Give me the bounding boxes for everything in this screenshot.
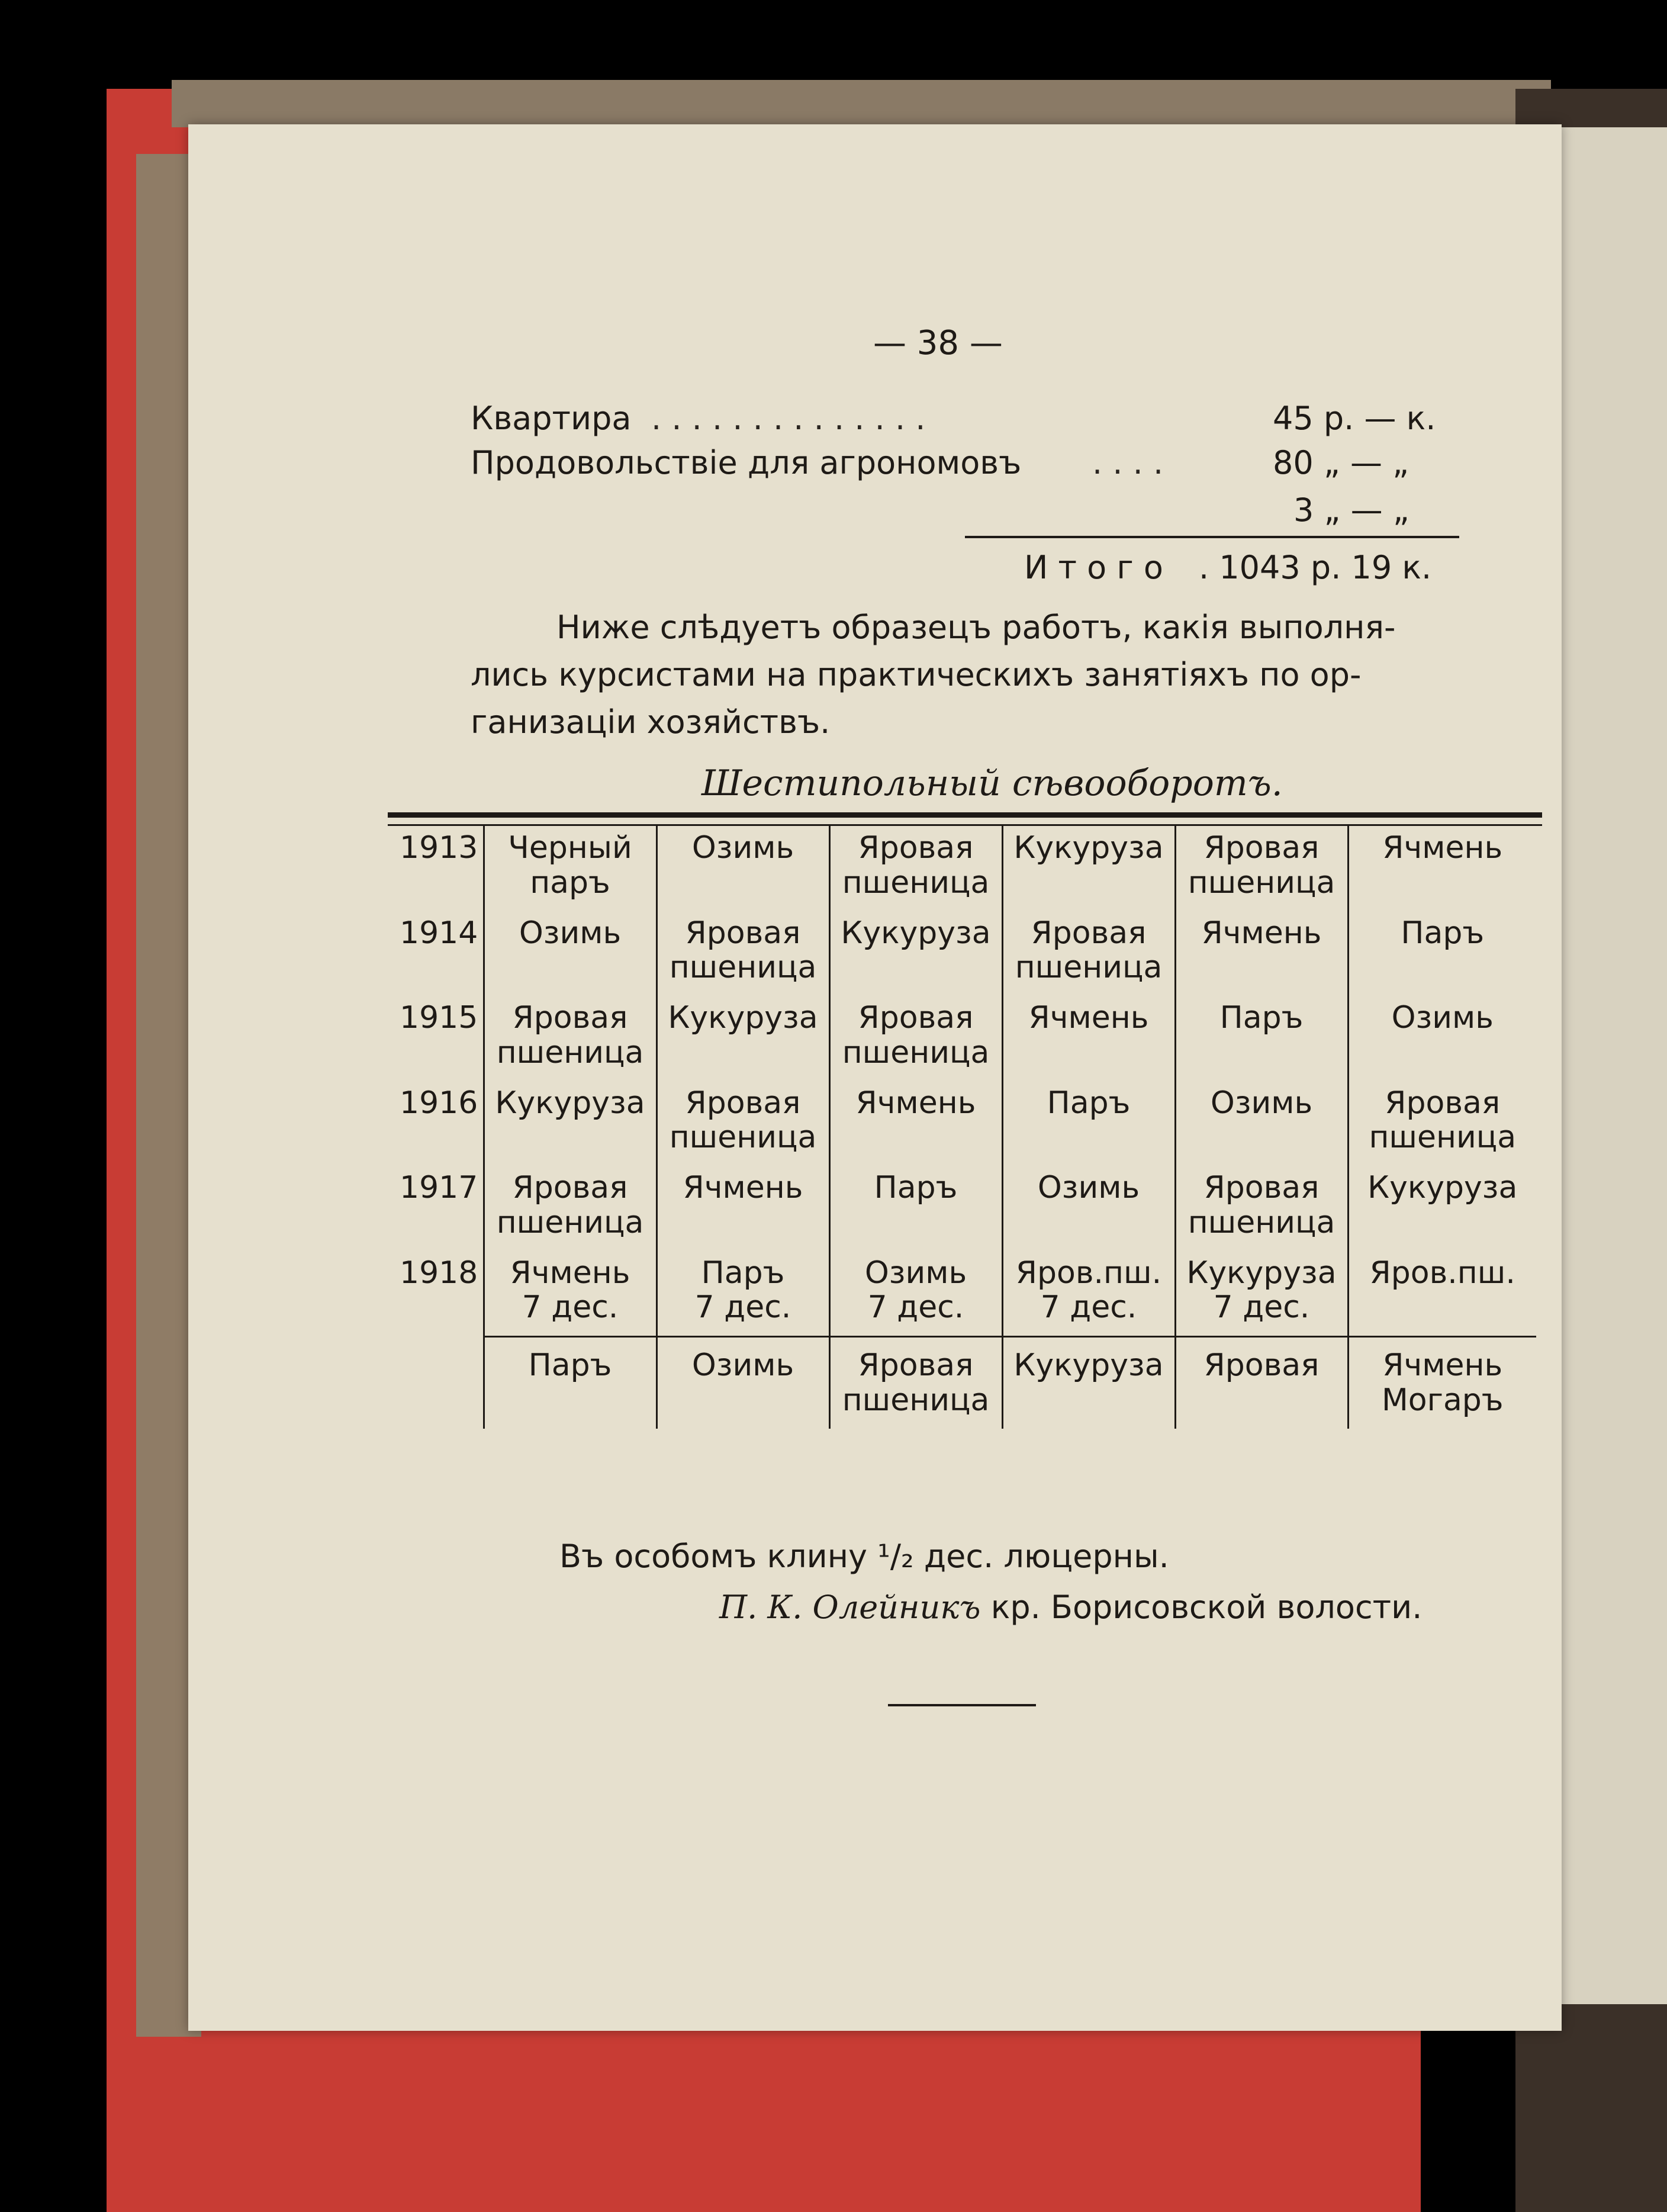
year-cell: 1914 [400,915,478,951]
year-cell-empty [388,1337,484,1429]
field-cell: Яровая пшеница [656,1081,829,1166]
expense-amount-other: 3 „ — „ [1293,491,1409,529]
field-cell: Яровая пшеница [1348,1081,1536,1166]
field-cell: Ячмень [656,1166,829,1251]
table-row [388,1166,1536,1251]
table-row [388,911,1536,996]
field-cell: Озимь 7 дес. [829,1251,1002,1337]
field-cell: Яровая [1175,1337,1348,1429]
table-row-following [388,1337,1536,1429]
field-cell: Ячмень [1348,826,1536,911]
page-number: — 38 — [873,324,1003,362]
total-label: И т о г о [1024,549,1163,586]
table-row [388,1081,1536,1166]
total-underline [965,536,1459,538]
field-cell: Паръ [1002,1081,1175,1166]
expense-label-food: Продовольствіе для агрономовъ [471,444,1022,481]
field-cell: Ячмень 7 дес. [484,1251,656,1337]
field-cell: Паръ 7 дес. [656,1251,829,1337]
intro-line-2: лись курсистами на практическихъ занятіяхъ по ор- [471,656,1362,693]
field-cell: Яровая пшеница [656,911,829,996]
book-cover-edge [172,80,1551,127]
field-cell: Кукуруза [484,1081,656,1166]
field-cell: Яровая пшеница [829,996,1002,1081]
year-cell: 1913 [400,830,478,866]
field-cell: Яровая пшеница [484,996,656,1081]
field-cell: Яровая пшеница [1002,911,1175,996]
expense-label-rent: Квартира [471,400,632,437]
expense-dots-rent: . . . . . . . . . . . . . . [651,400,926,437]
expense-amount-rent: 45 р. — к. [1273,400,1436,437]
field-cell: Паръ [484,1337,656,1429]
field-cell: Яровая пшеница [1175,1166,1348,1251]
field-cell: Ячмень [829,1081,1002,1166]
expense-amount-food: 80 „ — „ [1273,444,1409,481]
field-cell: Паръ [1348,911,1536,996]
signature [719,1589,1423,1626]
field-cell: Яров.пш. [1348,1251,1536,1337]
field-cell: Озимь [656,1337,829,1429]
total-amount: . 1043 р. 19 к. [1199,549,1432,586]
field-cell: Яровая пшеница [829,826,1002,911]
field-cell: Кукуруза [1002,1337,1175,1429]
field-cell: Яровая пшеница [829,1337,1002,1429]
field-cell: Озимь [656,826,829,911]
field-cell: Озимь [1348,996,1536,1081]
signature-name: П. К. Олейникъ [719,1589,981,1626]
field-cell: Паръ [829,1166,1002,1251]
intro-line-3: ганизаціи хозяйствъ. [471,703,831,741]
field-cell: Яровая пшеница [484,1166,656,1251]
field-cell: Озимь [1175,1081,1348,1166]
field-cell: Яров.пш. 7 дес. [1002,1251,1175,1337]
year-cell: 1916 [400,1085,478,1121]
year-cell: 1915 [400,1000,478,1036]
table-row [388,826,1536,911]
field-cell: Кукуруза [656,996,829,1081]
intro-line-1: Ниже слѣдуетъ образецъ работъ, какія выполня- [556,609,1396,646]
field-cell: Кукуруза [829,911,1002,996]
crop-rotation-table [388,826,1536,1429]
end-rule [888,1704,1036,1706]
year-cell: 1918 [400,1255,478,1291]
expense-dots-food: . . . . [1092,444,1164,481]
field-cell: Кукуруза 7 дес. [1175,1251,1348,1337]
note-text: Въ особомъ клину ¹/₂ дес. люцерны. [559,1538,1169,1575]
field-cell: Кукуруза [1002,826,1175,911]
table-caption: Шестипольный сѣвооборотъ. [701,763,1283,804]
table-top-rule-thick [388,812,1542,818]
signature-rest: кр. Борисовской волости. [990,1589,1423,1626]
table-row [388,996,1536,1081]
field-cell: Ячмень [1175,911,1348,996]
field-cell: Ячмень [1002,996,1175,1081]
field-cell: Паръ [1175,996,1348,1081]
field-cell: Озимь [484,911,656,996]
field-cell: Ячмень Могаръ [1348,1337,1536,1429]
field-cell: Черный паръ [484,826,656,911]
field-cell: Яровая пшеница [1175,826,1348,911]
field-cell: Кукуруза [1348,1166,1536,1251]
table-row [388,1251,1536,1337]
year-cell: 1917 [400,1170,478,1205]
field-cell: Озимь [1002,1166,1175,1251]
